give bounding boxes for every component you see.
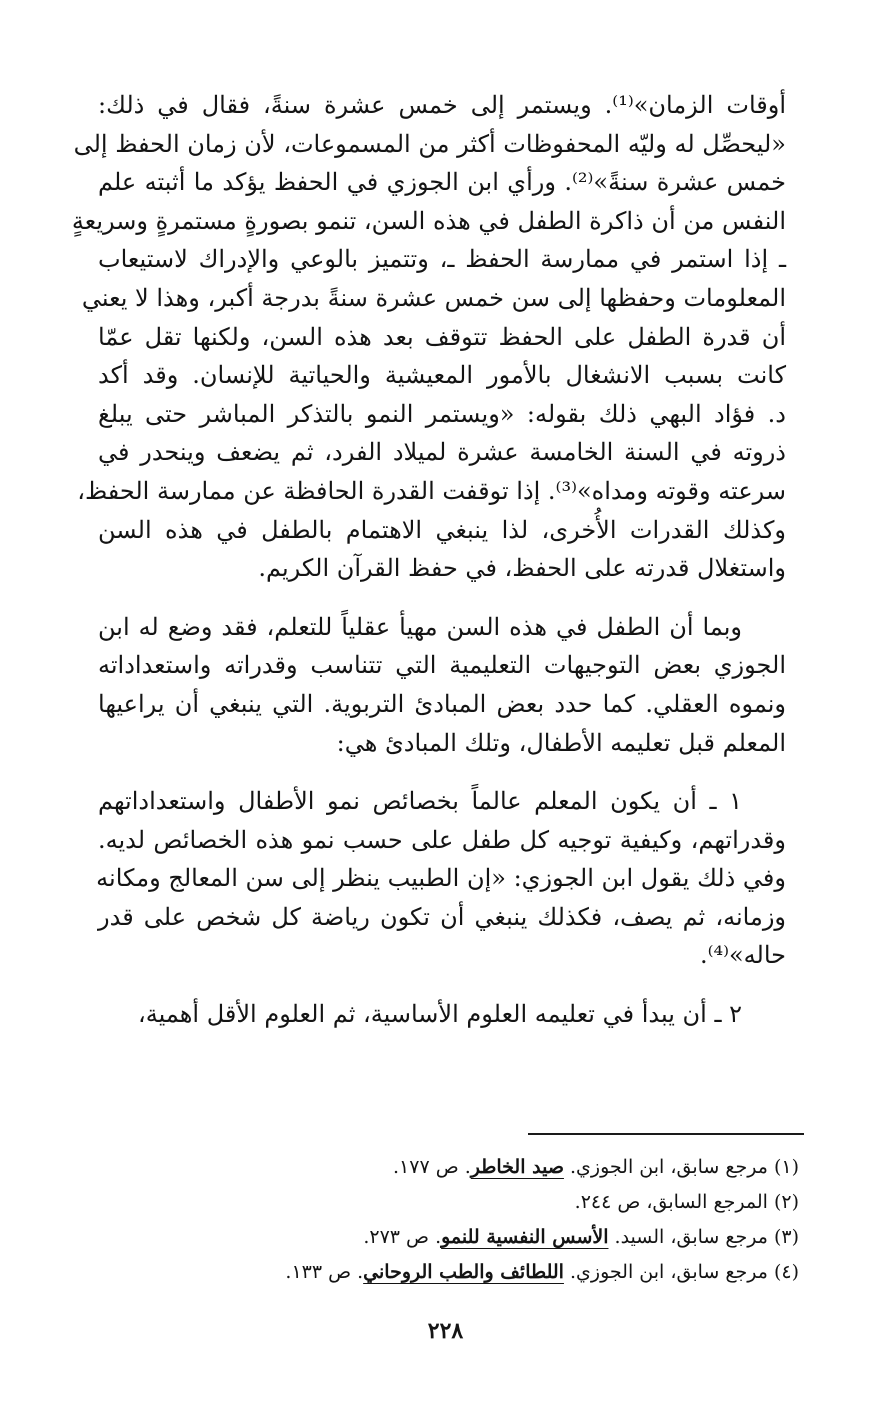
body-text — [71, 86, 786, 1034]
page-number: ٢٢٨ — [427, 1318, 464, 1344]
footnote-number: (٢) — [773, 1191, 799, 1213]
footnote-1 — [159, 1150, 799, 1185]
footnote-title: اللطائف والطب الروحاني — [363, 1261, 564, 1283]
footnote-page: . ص ١٧٧. — [393, 1156, 471, 1178]
footnote-2 — [159, 1185, 799, 1220]
footnote-4 — [159, 1255, 799, 1290]
text-line: وزمانه، ثم يصف، فكذلك ينبغي أن تكون رياضة كل شخص على قدر — [98, 902, 786, 931]
text-line: واستغلال قدرته على الحفظ، في حفظ القرآن الكريم. — [258, 554, 786, 583]
footnote-text: المرجع السابق، ص ٢٤٤. — [574, 1191, 768, 1213]
text-line: المعلم قبل تعليمه الأطفال، وتلك المبادئ هي: — [336, 728, 786, 757]
paragraph-gap — [98, 762, 786, 782]
text-line: النفس من أن ذاكرة الطفل في هذه السن، تنمو بصورةٍ مستمرةٍ وسريعةٍ — [71, 206, 786, 235]
footnote-page: . ص ١٣٣. — [285, 1261, 364, 1283]
paragraph-3 — [98, 782, 786, 975]
text-line: وقدراتهم، وكيفية توجيه كل طفل على حسب نمو هذه الخصائص لديه. — [98, 825, 786, 854]
footnote-number: (٣) — [773, 1226, 799, 1248]
text-line: ١ ـ أن يكون المعلم عالماً بخصائص نمو الأطفال واستعداداتهم — [98, 787, 742, 816]
paragraph-1 — [71, 86, 786, 588]
text-line: الجوزي بعض التوجيهات التعليمية التي تتناسب وقدراته واستعداداته — [98, 651, 786, 680]
text-line: «ليحصِّل له وليّه المحفوظات أكثر من المسموعات، لأن زمان الحفظ إلى — [73, 129, 786, 158]
text-line: ذروته في السنة الخامسة عشرة لميلاد الفرد، ثم يضعف وينحدر في — [98, 438, 786, 467]
text-line: د. فؤاد البهي ذلك بقوله: «ويستمر النمو بالتذكر المباشر حتى يبلغ — [98, 399, 786, 428]
text-line: كانت بسبب الانشغال بالأمور المعيشية والحياتية للإنسان. وقد أكد — [98, 361, 786, 390]
text-line: وفي ذلك يقول ابن الجوزي: «إن الطبيب ينظر إلى سن المعالج ومكانه — [96, 864, 786, 893]
footnote-3 — [159, 1220, 799, 1255]
footnote-text: مرجع سابق، السيد. — [614, 1226, 768, 1248]
text-line: وكذلك القدرات الأُخرى، لذا ينبغي الاهتمام بالطفل في هذه السن — [98, 515, 786, 544]
text-line: حاله»⁽⁴⁾. — [699, 941, 786, 970]
text-line: ٢ ـ أن يبدأ في تعليمه العلوم الأساسية، ثم العلوم الأقل أهمية، — [138, 1000, 742, 1029]
text-line: أوقات الزمان»⁽¹⁾. ويستمر إلى خمس عشرة سنةً، فقال في ذلك: — [98, 91, 786, 119]
footnote-title: الأسس النفسية للنمو — [441, 1226, 609, 1248]
paragraph-4 — [98, 995, 786, 1034]
footnote-separator — [528, 1133, 804, 1135]
footnote-text: مرجع سابق، ابن الجوزي. — [570, 1156, 768, 1178]
text-line: المعلومات وحفظها إلى سن خمس عشرة سنةً بدرجة أكبر، وهذا لا يعني — [81, 283, 786, 312]
paragraph-2 — [98, 608, 786, 762]
text-line: أن قدرة الطفل على الحفظ تتوقف بعد هذه السن، ولكنها تقل عمّا — [98, 322, 786, 351]
footnote-title: صيد الخاطر — [470, 1156, 564, 1178]
footnote-page: . ص ٢٧٣. — [363, 1226, 442, 1248]
text-line: ونموه العقلي. كما حدد بعض المبادئ التربوية. التي ينبغي أن يراعيها — [98, 689, 786, 718]
text-line: خمس عشرة سنةً»⁽²⁾. ورأي ابن الجوزي في الحفظ يؤكد ما أثبته علم — [98, 168, 786, 197]
footnote-text: مرجع سابق، ابن الجوزي. — [570, 1261, 768, 1283]
text-line: وبما أن الطفل في هذه السن مهيأ عقلياً للتعلم، فقد وضع له ابن — [98, 612, 742, 641]
footnote-number: (١) — [773, 1156, 799, 1178]
text-line: سرعته وقوته ومداه»⁽³⁾. إذا توقفت القدرة الحافظة عن ممارسة الحفظ، — [77, 476, 786, 505]
paragraph-gap — [98, 588, 786, 608]
footnotes — [159, 1150, 799, 1290]
paragraph-gap — [98, 975, 786, 995]
footnote-number: (٤) — [773, 1261, 799, 1283]
text-line: ـ إذا استمر في ممارسة الحفظ ـ، وتتميز بالوعي والإدراك لاستيعاب — [98, 245, 786, 274]
